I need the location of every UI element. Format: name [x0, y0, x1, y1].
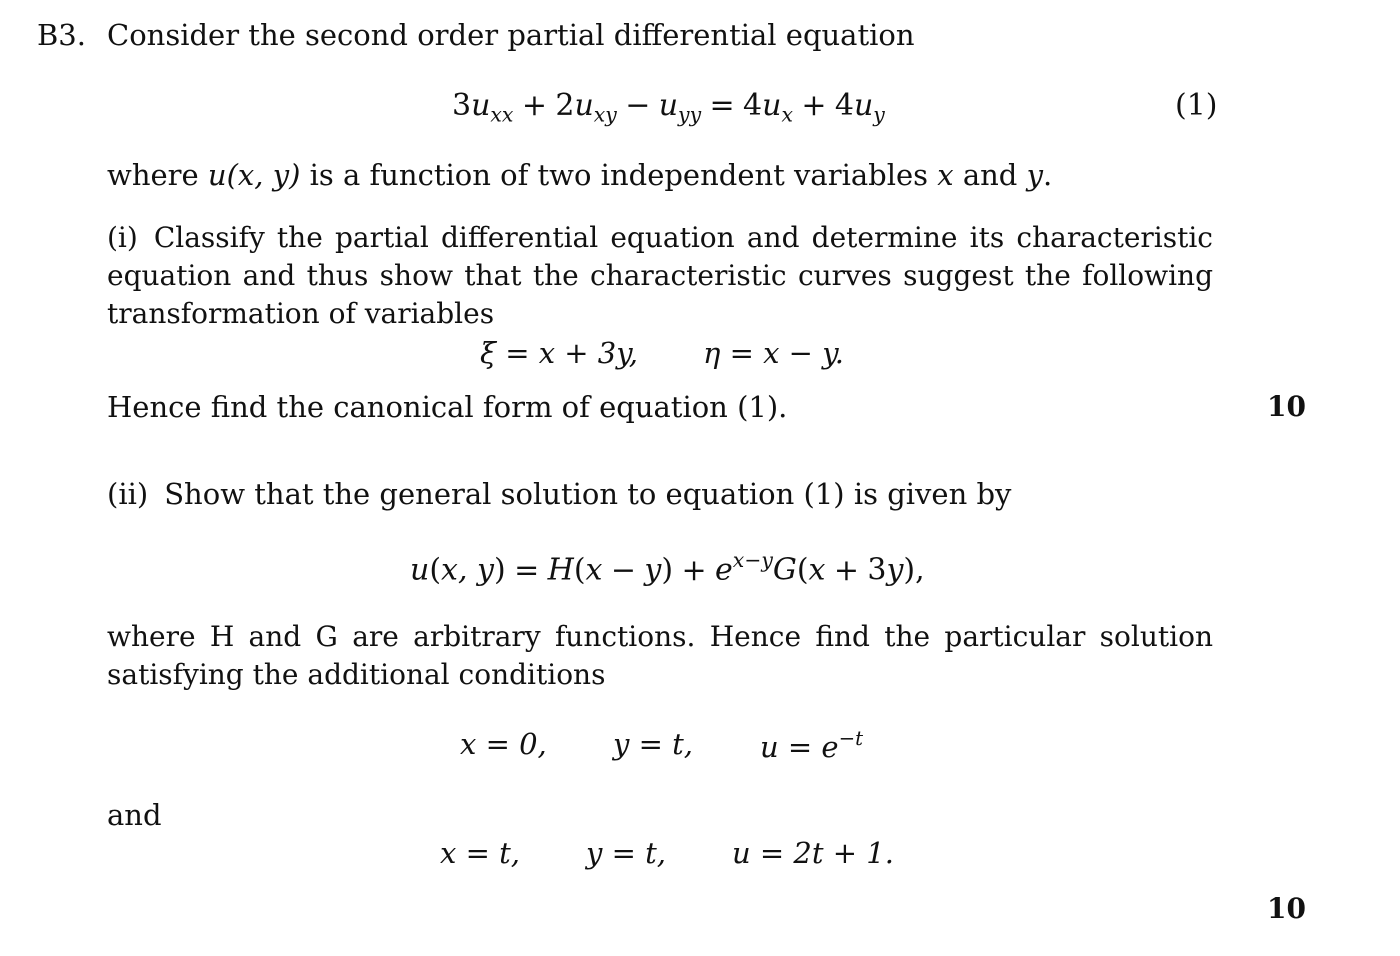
part-ii-label: (ii) [107, 477, 149, 511]
transform-xi: ξ = x + 3y, [480, 336, 638, 370]
transform-eta: η = x − y. [703, 336, 844, 370]
condition-2-y: y = t, [586, 836, 666, 870]
condition-1-y: y = t, [613, 727, 693, 761]
condition-1-u: $u = e^{-t}$ [760, 727, 864, 765]
part-i-text: (i) Classify the partial differential equation and determine its characteristic equation and thus show that the characteristic curves suggest the following transformation of variables [107, 221, 1213, 330]
part-i-hence: Hence find the canonical form of equation (1). [107, 390, 788, 424]
general-solution: u(x, $y) = H(x - y) + e^{x-y}G(x + 3y)$, [410, 548, 925, 588]
and-text: and [107, 798, 162, 832]
part-ii-marks: 10 [1267, 892, 1306, 925]
condition-2-u: u = 2t + 1. [732, 836, 894, 870]
question-intro: Consider the second order partial differential equation [107, 18, 915, 52]
condition-2-x: x = t, [440, 836, 520, 870]
where-sentence: where u(x, y) is a function of two independent variables x and y. [107, 158, 1053, 192]
equation-label: (1) [1175, 88, 1218, 123]
part-ii-intro: (ii) Show that the general solution to equation (1) is given by [107, 477, 1012, 511]
part-i-marks: 10 [1267, 390, 1306, 423]
question-number: B3. [37, 18, 86, 52]
equation-1: $3u_{xx} + 2u_{xy} - u_{yy} = 4u_x + 4u_y$ [452, 88, 885, 127]
part-ii-where-text: where H and G are arbitrary functions. Hence find the particular solution satisfying the additional conditions [107, 620, 1213, 691]
part-i-label: (i) [107, 221, 138, 254]
condition-1-x: x = 0, [460, 727, 547, 761]
